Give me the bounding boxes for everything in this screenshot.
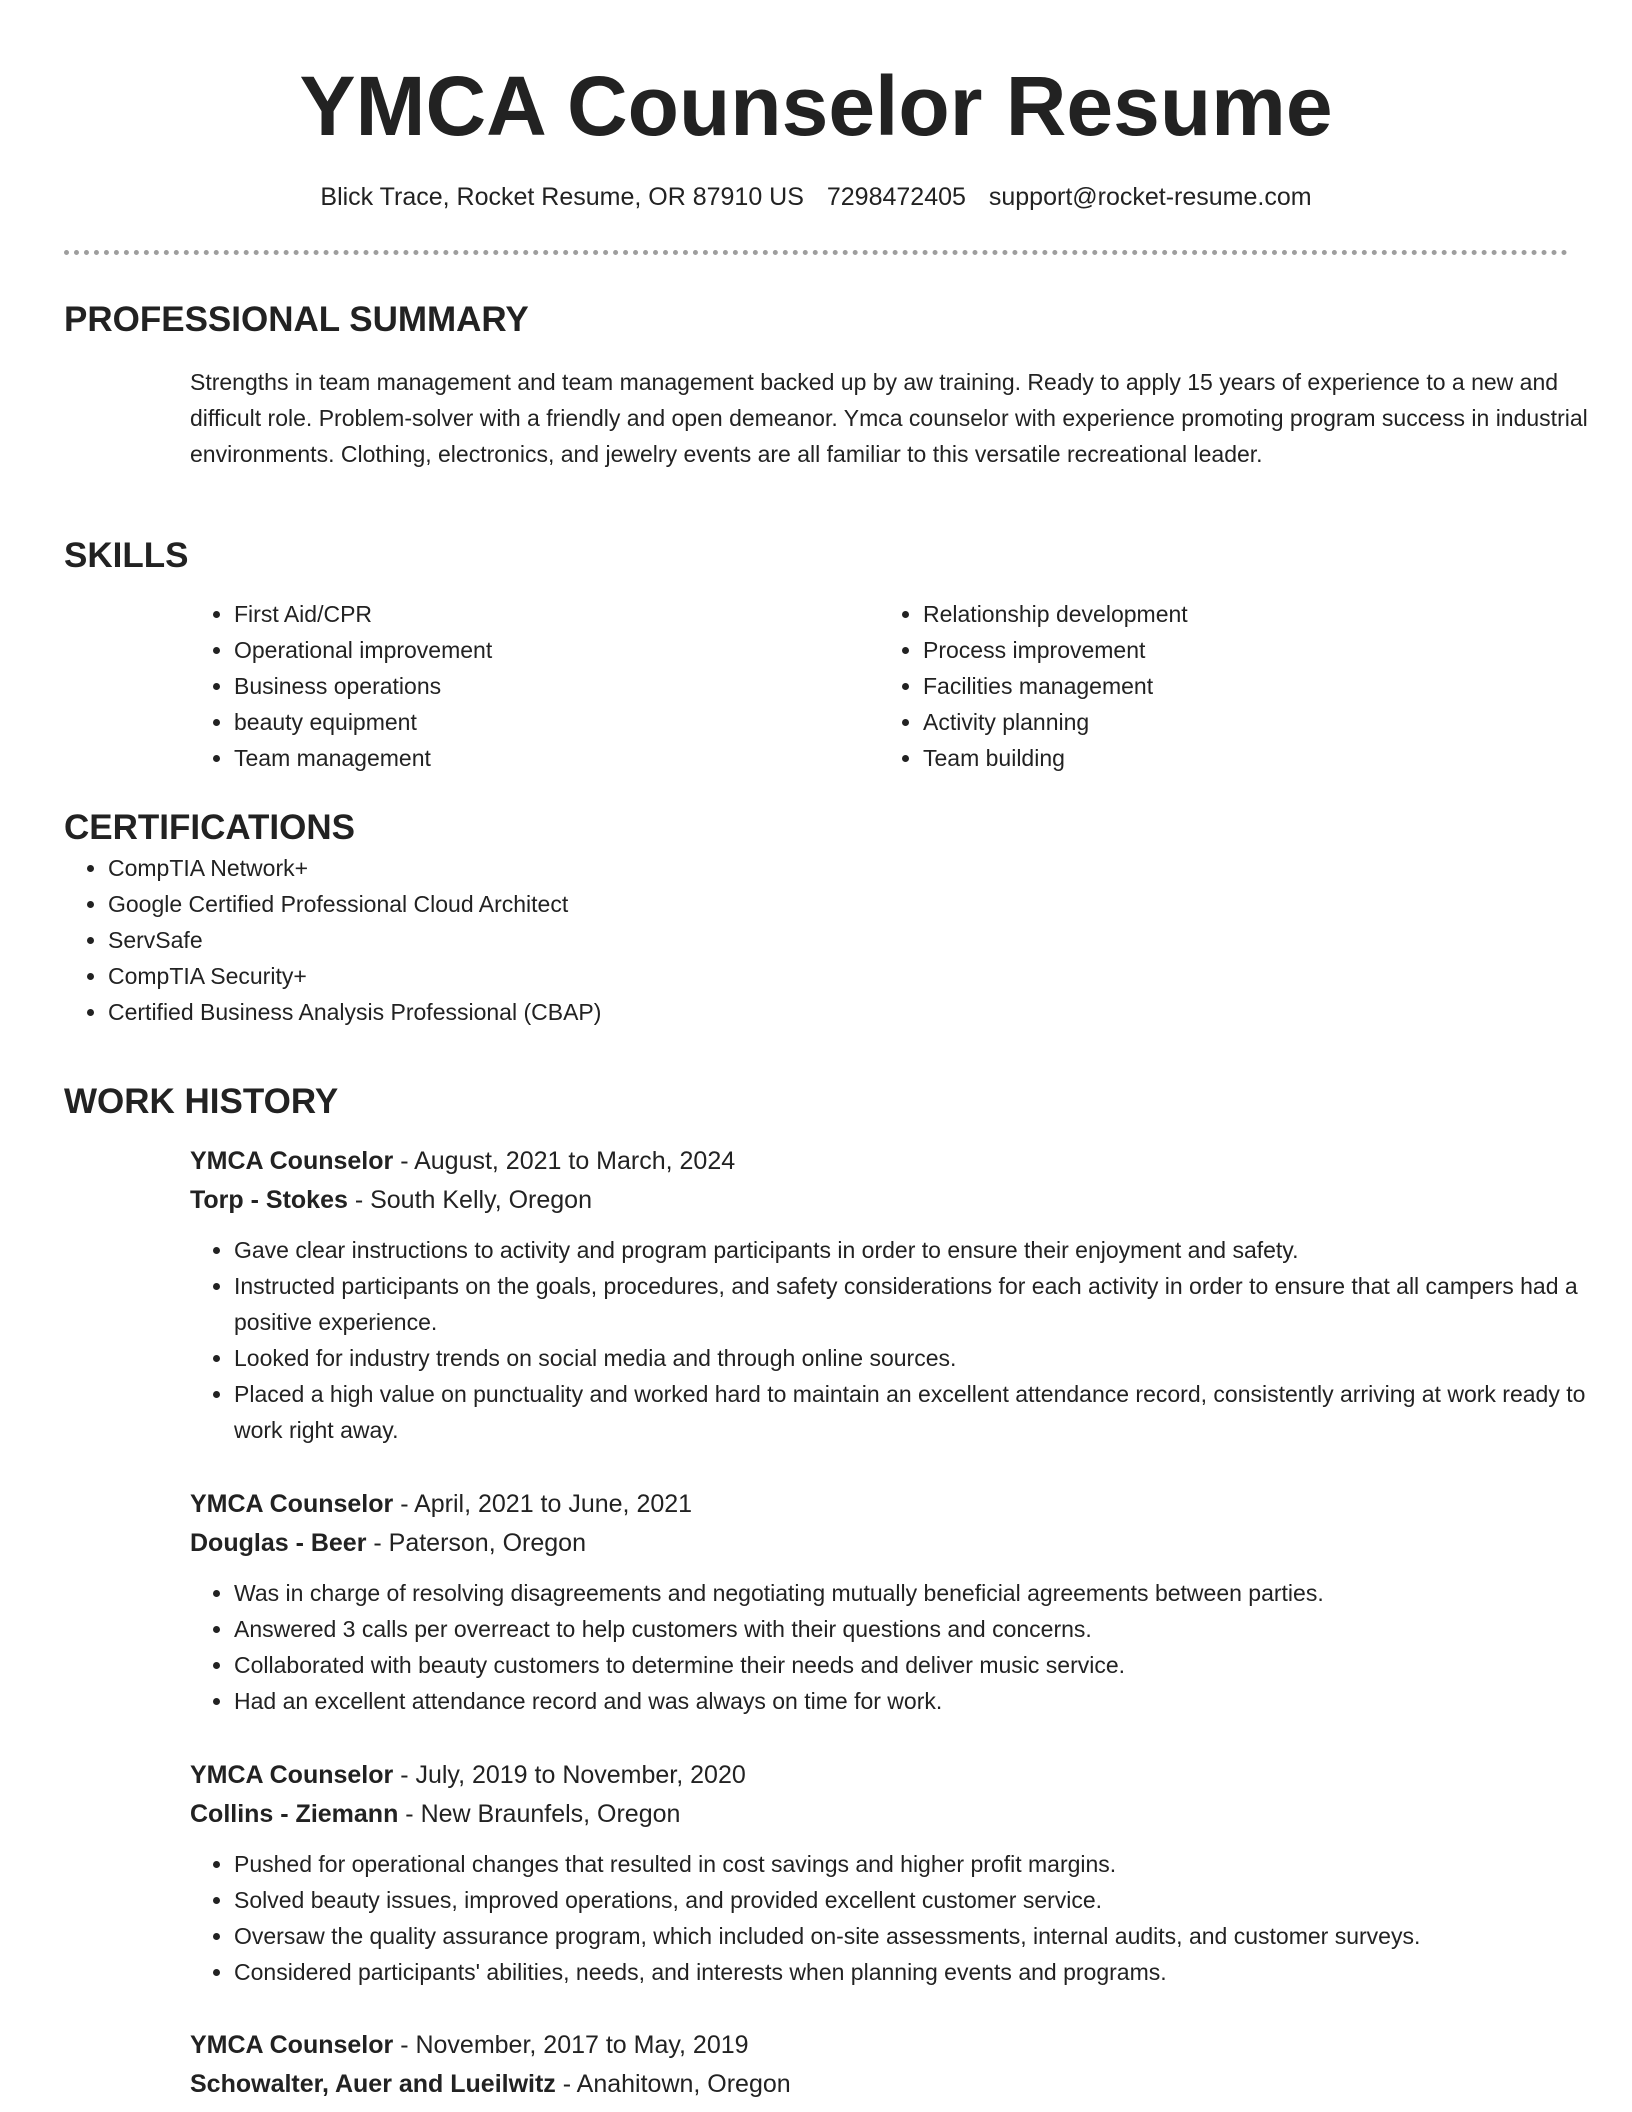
job-title-line	[190, 2026, 1590, 2065]
job-title: YMCA Counselor	[190, 1147, 394, 1175]
job-dates: - August, 2021 to March, 2024	[393, 1147, 736, 1175]
job-entry	[64, 1142, 1586, 1448]
work-history-section	[64, 1080, 1568, 1124]
job-duty: • Solved beauty issues, improved operations, and provided excellent customer service.	[234, 1882, 1590, 1918]
skills-columns	[190, 596, 1568, 776]
job-duty: • Looked for industry trends on social media and through online sources.	[234, 1340, 1590, 1376]
job-entry	[64, 1485, 1568, 1719]
resume-title: YMCA Counselor Resume	[299, 59, 1333, 153]
job-company-line	[190, 1181, 1590, 1220]
skill-item: • First Aid/CPR	[234, 596, 879, 632]
work-history-heading: WORK HISTORY	[64, 1082, 339, 1121]
skill-item: • beauty equipment	[234, 704, 879, 740]
job-location: - New Braunfels, Oregon	[398, 1800, 681, 1828]
contact-address: Blick Trace, Rocket Resume, OR 87910 US	[320, 183, 804, 211]
job-dates: - April, 2021 to June, 2021	[393, 1490, 693, 1518]
job-entry	[64, 1756, 1568, 1990]
skills-section	[64, 534, 1568, 776]
skills-heading: SKILLS	[64, 536, 189, 575]
skill-item: • Team management	[234, 740, 879, 776]
skill-item: • Team building	[923, 740, 1568, 776]
job-duty: • Gave clear instructions to activity and program participants in order to ensure their enjoyment and safety.	[234, 1232, 1590, 1268]
certifications-list	[64, 850, 1568, 1030]
header-divider	[64, 250, 1568, 255]
job-duty: • Answered 3 calls per overreact to help customers with their questions and concerns.	[234, 1611, 1590, 1647]
job-title: YMCA Counselor	[190, 2031, 394, 2059]
certifications-heading: CERTIFICATIONS	[64, 808, 356, 847]
skill-item: • Business operations	[234, 668, 879, 704]
certifications-section	[64, 806, 1568, 1030]
job-duty: • Instructed participants on the goals, procedures, and safety considerations for each activity in order to ensure that all campers had a positive experience.	[234, 1268, 1590, 1340]
job-duty: • Considered participants' abilities, needs, and interests when planning events and programs.	[234, 1954, 1590, 1990]
job-company: Torp - Stokes	[190, 1186, 348, 1214]
job-location: - Anahitown, Oregon	[555, 2070, 791, 2098]
skills-list-right	[879, 596, 1568, 776]
job-location: - South Kelly, Oregon	[347, 1186, 592, 1214]
contact-email: support@rocket-resume.com	[988, 183, 1312, 211]
job-duty: • Was in charge of resolving disagreements and negotiating mutually beneficial agreements between parties.	[234, 1575, 1590, 1611]
certification-item: • Certified Business Analysis Professional (CBAP)	[108, 994, 1568, 1030]
job-title-line	[190, 1756, 1590, 1795]
job-company-line	[190, 1795, 1590, 1834]
job-company-line	[190, 2065, 1590, 2104]
job-title: YMCA Counselor	[190, 1490, 394, 1518]
job-title-line	[190, 1485, 1590, 1524]
contact-line	[0, 180, 1632, 214]
job-company-line	[190, 1524, 1590, 1563]
job-company: Collins - Ziemann	[190, 1800, 399, 1828]
contact-phone: 7298472405	[826, 183, 966, 211]
certification-item: • CompTIA Network+	[108, 850, 1568, 886]
skills-list-left	[190, 596, 879, 776]
job-duty: • Placed a high value on punctuality and worked hard to maintain an excellent attendance record, consistently arriving at work ready to work right away.	[234, 1376, 1590, 1448]
job-dates: - July, 2019 to November, 2020	[393, 1761, 746, 1789]
skill-item: • Operational improvement	[234, 632, 879, 668]
job-duties-list	[190, 1846, 1590, 1990]
skill-item: • Process improvement	[923, 632, 1568, 668]
job-duties-list	[190, 1232, 1590, 1448]
job-duty: • Collaborated with beauty customers to determine their needs and deliver music service.	[234, 1647, 1590, 1683]
job-entry	[64, 2026, 1568, 2104]
job-duty: • Had an excellent attendance record and was always on time for work.	[234, 1683, 1590, 1719]
skill-item: • Relationship development	[923, 596, 1568, 632]
certification-item: • ServSafe	[108, 922, 1568, 958]
summary-heading: PROFESSIONAL SUMMARY	[64, 300, 529, 339]
job-location: - Paterson, Oregon	[366, 1529, 586, 1557]
certification-item: • Google Certified Professional Cloud Architect	[108, 886, 1568, 922]
job-company: Schowalter, Auer and Lueilwitz	[190, 2070, 556, 2098]
job-duty: • Pushed for operational changes that resulted in cost savings and higher profit margins.	[234, 1846, 1590, 1882]
job-duty: • Oversaw the quality assurance program, which included on-site assessments, internal audits, and customer surveys.	[234, 1918, 1590, 1954]
certification-item: • CompTIA Security+	[108, 958, 1568, 994]
job-company: Douglas - Beer	[190, 1529, 367, 1557]
skill-item: • Activity planning	[923, 704, 1568, 740]
job-title-line	[190, 1142, 1590, 1181]
summary-text: Strengths in team management and team management backed up by aw training. Ready to apply 15 years of experience to a new and difficult role. Problem-solver with a friendly and open demeanor. Ymca counselor with experience promoting program success in industrial environments. Clothing, electronics, and jewelry events are all familiar to this versatile recreational leader.	[190, 369, 1588, 467]
skill-item: • Facilities management	[923, 668, 1568, 704]
job-dates: - November, 2017 to May, 2019	[393, 2031, 749, 2059]
job-title: YMCA Counselor	[190, 1761, 394, 1789]
summary-section	[64, 298, 1588, 472]
job-duties-list	[190, 1575, 1590, 1719]
